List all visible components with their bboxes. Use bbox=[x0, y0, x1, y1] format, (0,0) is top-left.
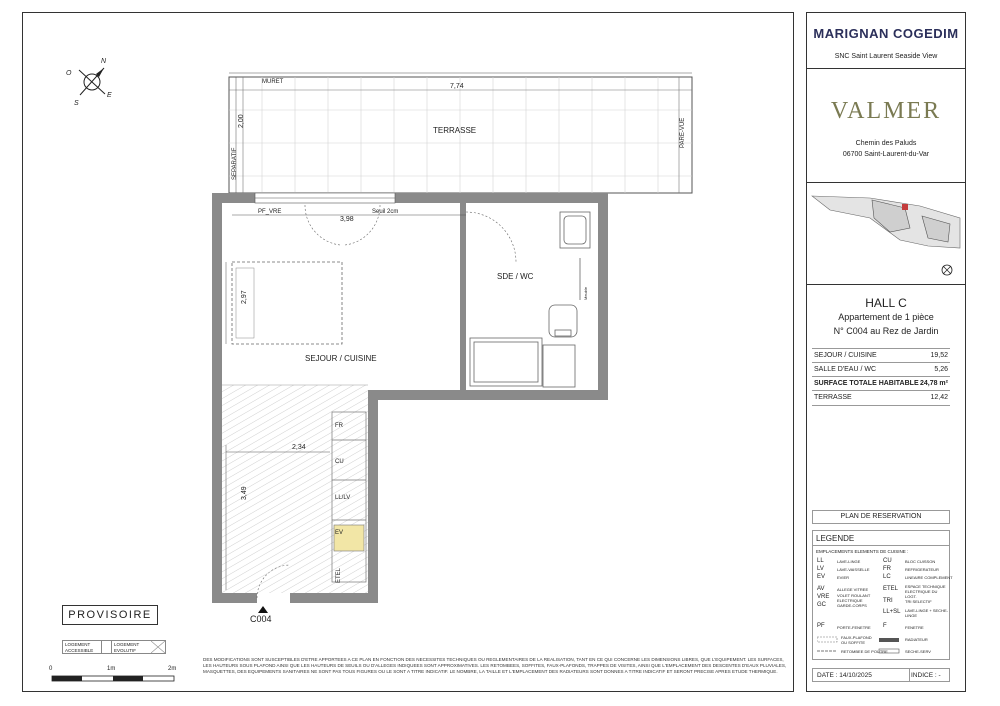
logement-evolutif: LOGEMENT EVOLUTIF bbox=[114, 642, 140, 653]
legend-code: EV bbox=[817, 574, 826, 580]
legend-text: BLOC CUISSON bbox=[905, 559, 936, 564]
legend-box bbox=[812, 530, 953, 660]
legend-text: ESPACE TECHNIQUE ELECTRIQUE DU LOGT. bbox=[905, 584, 946, 599]
legend-code: F bbox=[883, 623, 887, 629]
legend-code: LC bbox=[883, 574, 891, 580]
dim-sejour-depth: 2,97 bbox=[241, 290, 248, 304]
legend-text: REFRIGERATEUR bbox=[905, 567, 939, 572]
company-name: SNC Saint Laurent Seaside View bbox=[834, 53, 938, 60]
scale-label-0: 0 bbox=[49, 666, 53, 672]
legend-subtitle: EMPLACEMENTS ELEMENTS DE CUISINE : bbox=[816, 549, 909, 554]
compass-icon bbox=[79, 68, 105, 95]
compass-e-label: E bbox=[107, 92, 112, 99]
logement-accessible: LOGEMENT ACCESSIBLE bbox=[65, 642, 94, 653]
surface-total-row: SURFACE TOTALE HABITABLE 24,78 m² bbox=[812, 376, 950, 391]
disclaimer: DES MODIFICATIONS SONT SUSCEPTIBLES D'ETRE APPORTEES A CE PLAN EN FONCTION DES NECESSITES TECHNIQUES OU REGLEMENTAIRES DE LA REALISATION, TANT EN CE QUI CONCERNE LES DIMENSIONS LIBRES, QUE L'EQUIPEMENT. LES SURFACES, LES HAUTEURS SOUS PLAFOND AINSI QUE LES HAUTEURS DE SEUILS OU D'ALLEGES INDIQUEES SONT APPROXIMATIVES. LES RETOMBEES, SOFFITES, FAUX-PLAFONDS, TRAPPES DE VISITES, AINSI QUE L'EMPLACEMENT DES DESCENTES D'EAUX PLUVIALES, MASQUETTES, DES EQUIPEMENTS SANITAIRES NE SONT PAS TOUS FIGURES OU LE SONT A TITRE INDICATIF. LE NOMBRE, LA TAILLE ET L'EMPLACEMENT DES RADIATEURS SONT DONNES A TITRE INDICATIF ET SERONT PRECISE APRES ETUDE THERMIQUE. bbox=[203, 657, 787, 674]
dim-terrasse-width: 7,74 bbox=[450, 83, 464, 90]
dim-terrasse-depth: 2,00 bbox=[238, 114, 245, 128]
legend-code: LV bbox=[817, 566, 824, 572]
entry-label: C004 bbox=[250, 614, 272, 624]
surface-row: SALLE D'EAU / WC 5,26 bbox=[812, 362, 950, 377]
room-sde: SDE / WC bbox=[497, 272, 534, 281]
legend-code: LL+SL bbox=[883, 609, 901, 615]
legend-text: ALLEGE VITREE bbox=[837, 587, 869, 592]
dim-cuisine-width: 2,34 bbox=[292, 444, 306, 451]
label-pf-vre: PF_VRE bbox=[258, 209, 282, 215]
legend-code: GC bbox=[817, 602, 826, 608]
legend-code: FR bbox=[883, 566, 891, 572]
provisoire-stamp: PROVISOIRE bbox=[62, 605, 158, 625]
label-pare-vue: PARE-VUE bbox=[680, 117, 686, 148]
unit-number: N° C004 au Rez de Jardin bbox=[833, 326, 939, 336]
terrasse-area bbox=[229, 77, 692, 193]
logement-box bbox=[62, 640, 166, 654]
indice-label: INDICE : - bbox=[911, 672, 941, 679]
legend-text: LINEAIRE COMPLEMENT bbox=[905, 575, 953, 580]
legend-seche-serv: SECHE-SERV bbox=[905, 649, 931, 654]
label-fr: FR bbox=[335, 423, 343, 429]
legend-code: LL bbox=[817, 558, 824, 564]
brand-logo: MARIGNAN COGEDIM bbox=[813, 26, 959, 41]
legend-code: AV bbox=[817, 586, 825, 592]
project-name: VALMER bbox=[830, 98, 942, 124]
legend-text: VOLET ROULANT ELECTRIQUE bbox=[837, 593, 871, 603]
label-meuble: Meuble bbox=[583, 286, 588, 300]
legend-code: CU bbox=[883, 558, 892, 564]
dim-sejour-width: 3,98 bbox=[340, 216, 354, 223]
legend-text: EVIER bbox=[837, 575, 850, 580]
legend-code: TRI bbox=[883, 598, 893, 604]
label-seuil: Seuil 2cm bbox=[372, 209, 399, 215]
legend-retombee: RETOMBEE DE POUTRE bbox=[841, 649, 888, 654]
site-map bbox=[810, 188, 962, 280]
compass-s-label: S bbox=[74, 100, 79, 107]
compass-o-label: O bbox=[66, 70, 72, 77]
scale-bar bbox=[52, 676, 174, 681]
date-label: DATE : 14/10/2025 bbox=[817, 672, 872, 679]
surface-row: SEJOUR / CUISINE 19,52 bbox=[812, 348, 950, 363]
label-cu: CU bbox=[335, 459, 344, 465]
legend-code: VRE bbox=[817, 594, 830, 600]
label-lllv: LL/LV bbox=[335, 495, 351, 501]
plan-title-box: PLAN DE RESERVATION bbox=[812, 510, 950, 524]
surface-row: TERRASSE 12,42 bbox=[812, 390, 950, 406]
sink bbox=[334, 525, 364, 551]
hall-title: HALL C bbox=[865, 296, 907, 310]
legend-radiateur: RADIATEUR bbox=[905, 637, 928, 642]
address-line-1: Chemin des Paluds bbox=[855, 140, 917, 147]
legend-text: FENETRE bbox=[905, 625, 924, 630]
legend-title: LEGENDE bbox=[816, 534, 855, 543]
label-ev: EV bbox=[335, 530, 344, 536]
legend-text: TRI SELECTIF bbox=[905, 599, 932, 604]
legend-text: LAVE-LINGE + SECHE-LINGE bbox=[905, 608, 948, 618]
legend-text: PORTE-FENETRE bbox=[837, 625, 871, 630]
legend-text: LAVE-VAISSELLE bbox=[837, 567, 870, 572]
label-etel: ETEL bbox=[336, 567, 342, 583]
room-terrasse: TERRASSE bbox=[433, 126, 477, 135]
legend-code: ETEL bbox=[883, 586, 899, 592]
compass-n-label: N bbox=[101, 58, 107, 65]
label-separatif: SEPARATIF bbox=[232, 147, 238, 180]
legend-text: GARDE-CORPS bbox=[837, 603, 867, 608]
legend-faux-plafond: FAUX-PLAFOND OU SOFFITE bbox=[841, 635, 872, 645]
room-sejour: SEJOUR / CUISINE bbox=[305, 354, 377, 363]
date-indice-box bbox=[812, 668, 950, 682]
legend-text: LAVE-LINGE bbox=[837, 559, 861, 564]
legend-code: PF bbox=[817, 623, 825, 629]
dim-cuisine-depth: 3,49 bbox=[241, 486, 248, 500]
label-muret: MURET bbox=[262, 79, 284, 85]
unit-type: Appartement de 1 pièce bbox=[838, 312, 934, 322]
address-line-2: 06700 Saint-Laurent-du-Var bbox=[842, 151, 930, 158]
scale-label-2m: 2m bbox=[168, 666, 177, 672]
bed bbox=[232, 262, 342, 344]
entry-arrow-icon bbox=[258, 606, 268, 613]
scale-label-1m: 1m bbox=[107, 666, 116, 672]
bathroom-fixtures bbox=[470, 212, 590, 387]
